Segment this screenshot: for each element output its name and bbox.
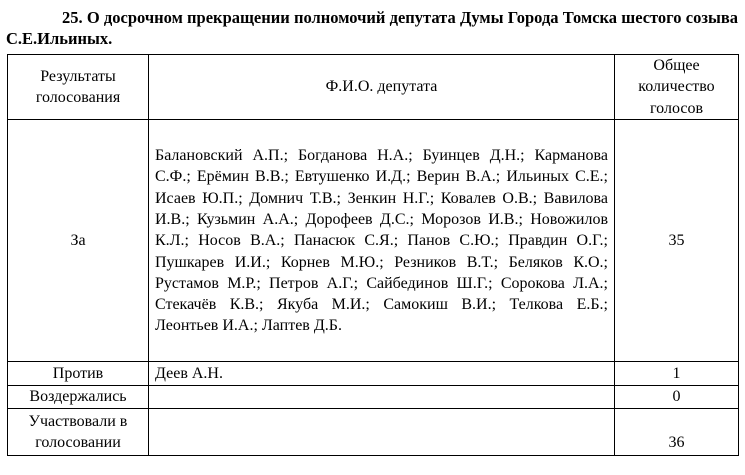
voting-results-table: [7, 54, 739, 456]
result-cell: Участвовали в голосовании: [8, 408, 149, 455]
deputies-cell: [149, 408, 615, 455]
deputies-cell: Балановский А.П.; Богданова Н.А.; Буинцев Д.Н.; Карманова С.Ф.; Ерёмин В.В.; Евтушенко И.Д.; Верин В.А.; Ильиных С.Е.; Исаев Ю.П.; Домнич Т.В.; Зенкин Н.Г.; Ковалев О.В.; Вавилова И.В.; Кузьмин А.А.; Дорофеев Д.С.; Морозов И.В.; Новожилов К.Л.; Носов В.А.; Панасюк С.Я.; Панов С.Ю.; Правдин О.Г.; Пушкарев И.И.; Корнев М.Ю.; Резников В.Т.; Беляков К.О.; Рустамов М.Р.; Петров А.Г.; Сайбединов Ш.Г.; Сорокова Л.А.; Стекачёв К.В.; Якуба М.И.; Самокиш В.И.; Телкова Е.Б.; Леонтьев И.А.; Лаптев Д.Б.: [149, 119, 615, 361]
table-header-row: [8, 55, 739, 120]
table-row: [8, 119, 739, 361]
count-cell: 36: [615, 408, 739, 455]
table-row: [8, 408, 739, 455]
header-deputy-name: Ф.И.О. депутата: [149, 55, 615, 120]
header-total-votes: Общее количество голосов: [615, 55, 739, 120]
table-row: [8, 385, 739, 408]
result-cell: Против: [8, 361, 149, 385]
header-result: Результаты голосования: [8, 55, 149, 120]
result-cell: За: [8, 119, 149, 361]
deputies-cell: Деев А.Н.: [149, 361, 615, 385]
document-title: 25. О досрочном прекращении полномочий депутата Думы Города Томска шестого созыва С.Е.Ильиных.: [6, 8, 738, 48]
table-row: [8, 361, 739, 385]
result-cell: Воздержались: [8, 385, 149, 408]
deputies-cell: [149, 385, 615, 408]
count-cell: 0: [615, 385, 739, 408]
count-cell: 1: [615, 361, 739, 385]
count-cell: 35: [615, 119, 739, 361]
